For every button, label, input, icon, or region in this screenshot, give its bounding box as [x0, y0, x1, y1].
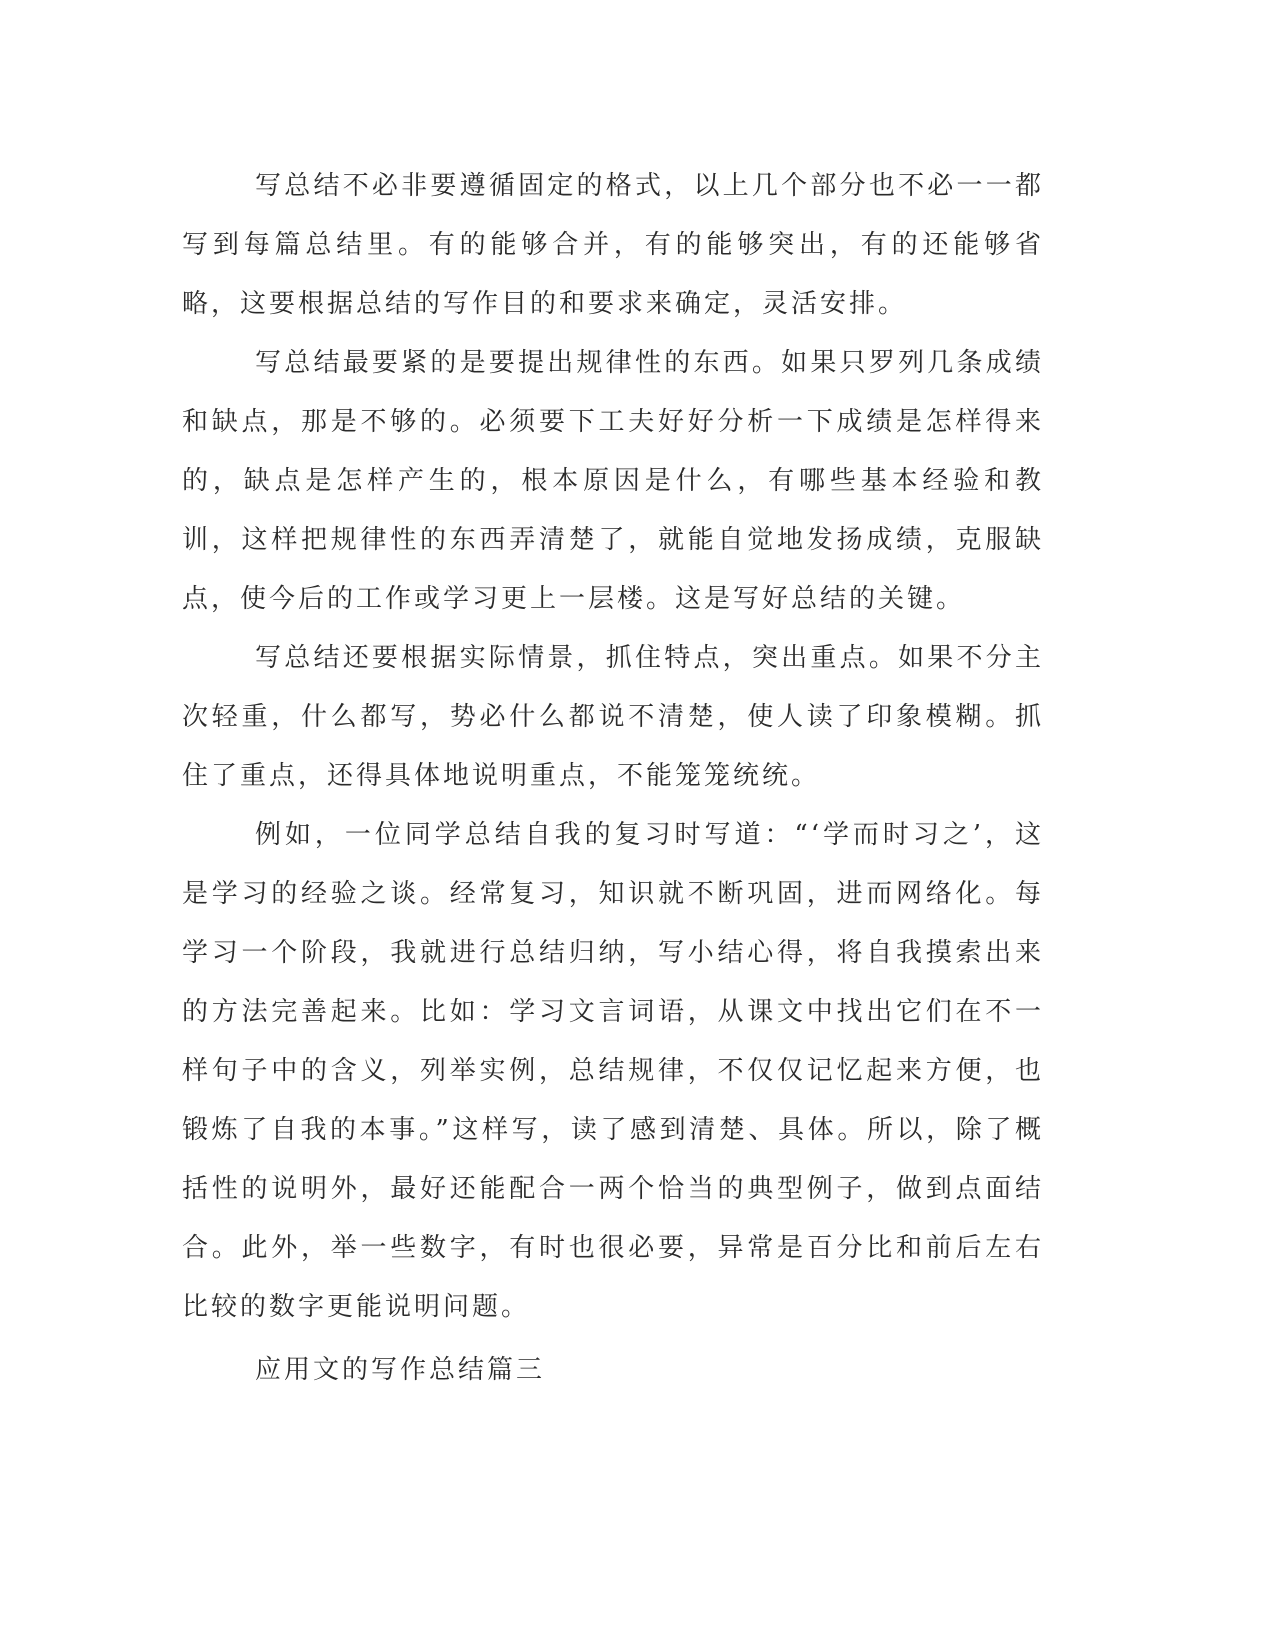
paragraph-example: 例如，一位同学总结自我的复习时写道：“‘学而时习之’，这是学习的经验之谈。经常复习，知识就不断巩固，进而网络化。每学习一个阶段，我就进行总结归纳，写小结心得，将自我摸索出来的方法完善起来。比如：学习文言词语，从课文中找出它们在不一样句子中的含义，列举实例，总结规律，不仅仅记忆起来方便，也锻炼了自我的本事。”这样写，读了感到清楚、具体。所以，除了概括性的说明外，最好还能配合一两个恰当的典型例子，做到点面结合。此外，举一些数字，有时也很必要，异常是百分比和前后左右比较的数字更能说明问题。 — [182, 820, 1044, 1322]
paragraph-format: 写总结不必非要遵循固定的格式，以上几个部分也不必一一都写到每篇总结里。有的能够合并，有的能够突出，有的还能够省略，这要根据总结的写作目的和要求来确定，灵活安排。 — [182, 171, 1044, 319]
paragraph-regularity: 写总结最要紧的是要提出规律性的东西。如果只罗列几条成绩和缺点，那是不够的。必须要下工夫好好分析一下成绩是怎样得来的，缺点是怎样产生的，根本原因是什么，有哪些基本经验和教训，这样把规律性的东西弄清楚了，就能自觉地发扬成绩，克服缺点，使今后的工作或学习更上一层楼。这是写好总结的关键。 — [182, 348, 1044, 614]
paragraph-focus: 写总结还要根据实际情景，抓住特点，突出重点。如果不分主次轻重，什么都写，势必什么都说不清楚，使人读了印象模糊。抓住了重点，还得具体地说明重点，不能笼笼统统。 — [182, 643, 1044, 791]
section-heading: 应用文的写作总结篇三 — [255, 1355, 546, 1385]
document-body — [182, 157, 1044, 1400]
